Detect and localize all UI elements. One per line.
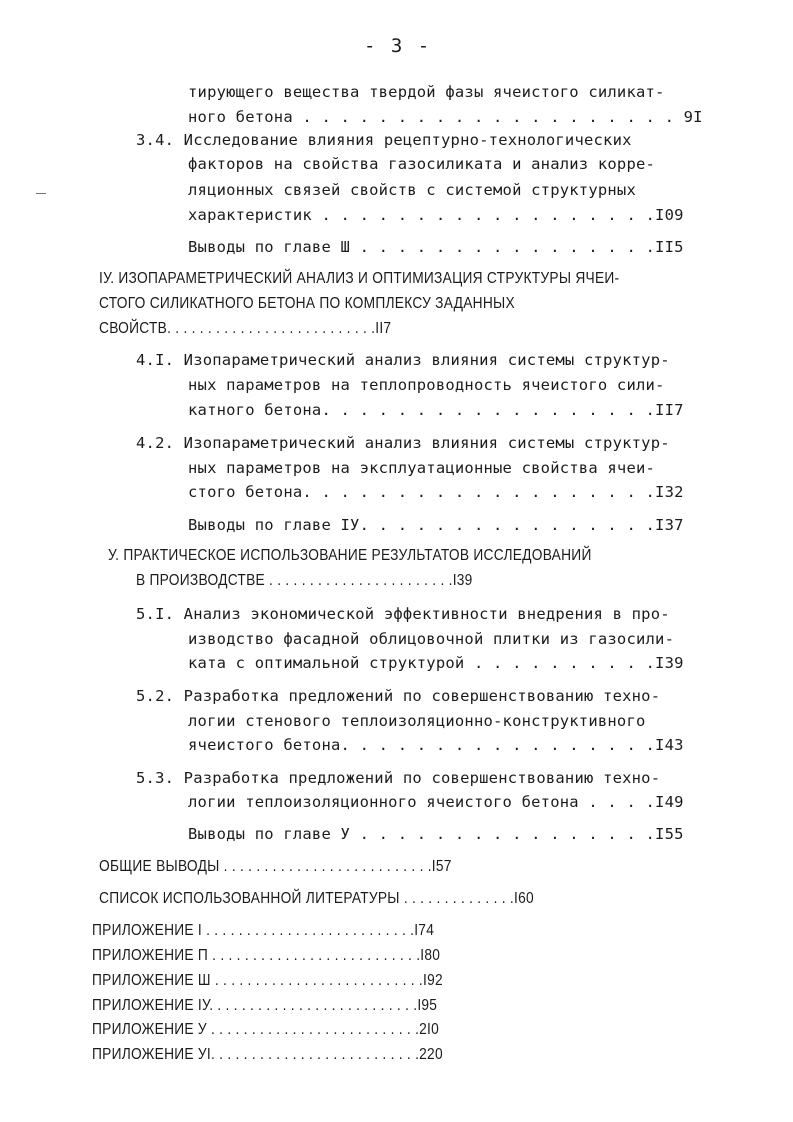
toc-line: ляционных связей свойств с системой структурных [188, 181, 636, 199]
toc-line: 4.2. Изопараметрический анализ влияния системы структур- [136, 434, 670, 452]
toc-appendix: ПРИЛОЖЕНИЕ УI. . . . . . . . . . . . . . . . . . . . . . . . . .220 [92, 1046, 443, 1063]
toc-line: 3.4. Исследование влияния рецептурно-технологических [136, 131, 632, 149]
toc-line: тирующего вещества твердой фазы ячеистого силикат- [188, 83, 665, 101]
toc-line: катного бетона. . . . . . . . . . . . . . . . . .II7 [188, 401, 684, 419]
toc-line: ката с оптимальной структурой . . . . . . . . . .I39 [188, 654, 684, 672]
toc-line: 5.I. Анализ экономической эффективности внедрения в про- [136, 605, 670, 623]
toc-line: ных параметров на эксплуатационные свойства ячеи- [188, 459, 656, 477]
toc-line: ного бетона . . . . . . . . . . . . . . . . . . . . 9I [188, 108, 703, 126]
toc-chapter-heading: У. ПРАКТИЧЕСКОЕ ИСПОЛЬЗОВАНИЕ РЕЗУЛЬТАТОВ ИССЛЕДОВАНИЙ [108, 547, 592, 564]
toc-appendix: ПРИЛОЖЕНИЕ IУ. . . . . . . . . . . . . . . . . . . . . . . . . .I95 [92, 997, 438, 1014]
toc-section-heading: СПИСОК ИСПОЛЬЗОВАННОЙ ЛИТЕРАТУРЫ . . . . . . . . . . . . . .I60 [99, 890, 534, 907]
toc-line: ячеистого бетона. . . . . . . . . . . . . . . . .I43 [188, 736, 684, 754]
toc-line: характеристик . . . . . . . . . . . . . . . . . .I09 [188, 206, 684, 224]
page-number: - 3 - [364, 35, 432, 57]
toc-appendix: ПРИЛОЖЕНИЕ У . . . . . . . . . . . . . . . . . . . . . . . . . .2I0 [92, 1021, 440, 1038]
toc-line: факторов на свойства газосиликата и анализ корре- [188, 155, 656, 173]
toc-appendix: ПРИЛОЖЕНИЕ Ш . . . . . . . . . . . . . . . . . . . . . . . . . .I92 [92, 972, 443, 989]
toc-line: стого бетона. . . . . . . . . . . . . . . . . . .I32 [188, 483, 684, 501]
toc-line: Выводы по главе IУ. . . . . . . . . . . . . . . .I37 [188, 516, 684, 534]
toc-section-heading: ОБЩИЕ ВЫВОДЫ . . . . . . . . . . . . . . . . . . . . . . . . . .I57 [99, 858, 452, 875]
toc-chapter-heading: В ПРОИЗВОДСТВЕ . . . . . . . . . . . . . . . . . . . . . . .I39 [136, 572, 473, 589]
toc-chapter-heading: IУ. ИЗОПАРАМЕТРИЧЕСКИЙ АНАЛИЗ И ОПТИМИЗАЦИЯ СТРУКТУРЫ ЯЧЕИ- [99, 270, 620, 287]
toc-chapter-heading: СТОГО СИЛИКАТНОГО БЕТОНА ПО КОМПЛЕКСУ ЗАДАННЫХ [99, 295, 515, 312]
toc-line: логии теплоизоляционного ячеистого бетона . . . .I49 [188, 793, 684, 811]
toc-line: логии стенового теплоизоляционно-конструктивного [188, 712, 646, 730]
toc-line: Выводы по главе Ш . . . . . . . . . . . . . . . .II5 [188, 238, 684, 256]
toc-chapter-heading: СВОЙСТВ. . . . . . . . . . . . . . . . . . . . . . . . . .II7 [99, 320, 392, 337]
scan-mark [36, 193, 46, 194]
toc-line: 5.3. Разработка предложений по совершенствованию техно- [136, 769, 661, 787]
toc-line: ных параметров на теплопроводность ячеистого сили- [188, 376, 665, 394]
toc-line: изводство фасадной облицовочной плитки из газосили- [188, 630, 675, 648]
toc-line: Выводы по главе У . . . . . . . . . . . . . . . .I55 [188, 825, 684, 843]
toc-line: 4.I. Изопараметрический анализ влияния системы структур- [136, 351, 670, 369]
toc-line: 5.2. Разработка предложений по совершенствованию техно- [136, 687, 661, 705]
toc-appendix: ПРИЛОЖЕНИЕ I . . . . . . . . . . . . . . . . . . . . . . . . . .I74 [92, 922, 435, 939]
toc-appendix: ПРИЛОЖЕНИЕ П . . . . . . . . . . . . . . . . . . . . . . . . . .I80 [92, 947, 441, 964]
